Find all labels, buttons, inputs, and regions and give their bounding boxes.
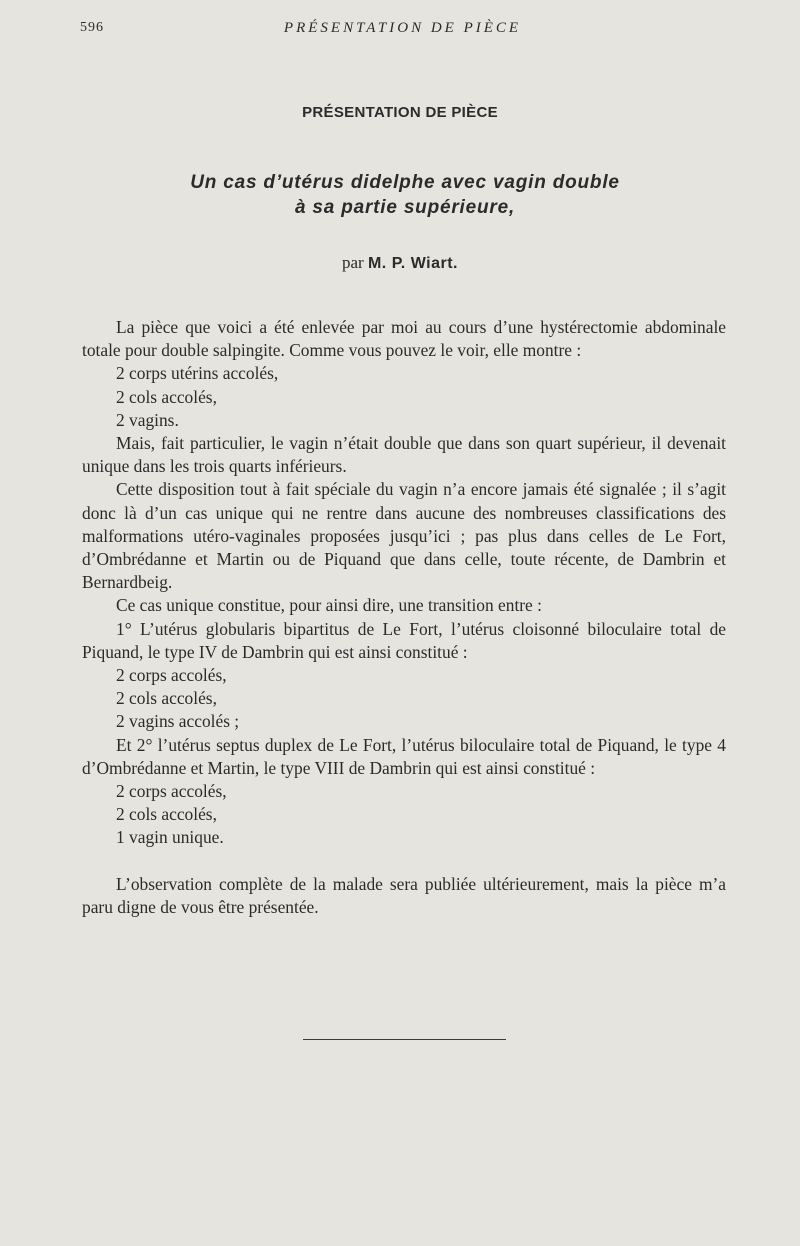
end-rule <box>303 1039 506 1040</box>
author-prefix: par <box>342 253 364 272</box>
paragraph-5: 1° L’utérus globularis bipartitus de Le Fort, l’utérus cloisonné biloculaire total de Piquand, le type IV de Dambrin qui est ainsi constitué : <box>82 618 726 662</box>
article-body <box>82 316 726 919</box>
list-item: 2 corps accolés, <box>116 781 227 802</box>
list-item: 2 vagins. <box>116 409 179 430</box>
paragraph-1: La pièce que voici a été enlevée par moi au cours d’une hystérectomie abdominale totale pour double salpingite. Comme vous pouvez le voir, elle montre : <box>82 317 726 361</box>
paragraph-7: L’observation complète de la malade sera publiée ultérieurement, mais la pièce m’a paru digne de vous être présentée. <box>82 873 726 917</box>
article-title-line-1: Un cas d’utérus didelphe avec vagin double <box>190 172 620 193</box>
page-number: 596 <box>80 20 104 35</box>
list-item: 2 cols accolés, <box>116 688 217 709</box>
list-item: 2 corps utérins accolés, <box>116 363 279 384</box>
author-name: M. P. Wiart. <box>367 255 458 272</box>
paragraph-6: Et 2° l’utérus septus duplex de Le Fort, l’utérus biloculaire total de Piquand, le type 4 d’Ombrédanne et Martin, le type VIII de Dambrin qui est ainsi constitué : <box>82 734 726 778</box>
article-title-line-2: à sa partie supérieure, <box>294 197 516 218</box>
list-item: 2 vagins accolés ; <box>116 711 240 732</box>
section-title: PRÉSENTATION DE PIÈCE <box>302 104 498 121</box>
article-title <box>0 170 800 220</box>
list-item: 2 cols accolés, <box>116 386 217 407</box>
running-title: PRÉSENTATION DE PIÈCE <box>283 20 522 36</box>
paragraph-3: Cette disposition tout à fait spéciale du vagin n’a encore jamais été signalée ; il s’agit donc là d’un cas unique qui ne rentre dans aucune des nombreuses classifications des malformations utéro-vaginales proposées jusqu’ici ; pas plus dans celles de Le Fort, d’Ombrédanne et Martin ou de Piquand que dans celle, toute récente, de Dambrin et Bernardbeig. <box>82 479 726 593</box>
running-header <box>80 20 725 42</box>
paragraph-4: Ce cas unique constitue, pour ainsi dire, une transition entre : <box>116 595 542 616</box>
paragraph-2: Mais, fait particulier, le vagin n’était double que dans son quart supérieur, il devenait unique dans les trois quarts inférieurs. <box>82 433 726 477</box>
author-line <box>0 253 800 273</box>
list-item: 2 corps accolés, <box>116 665 227 686</box>
list-item: 1 vagin unique. <box>116 827 224 848</box>
list-item: 2 cols accolés, <box>116 804 217 825</box>
